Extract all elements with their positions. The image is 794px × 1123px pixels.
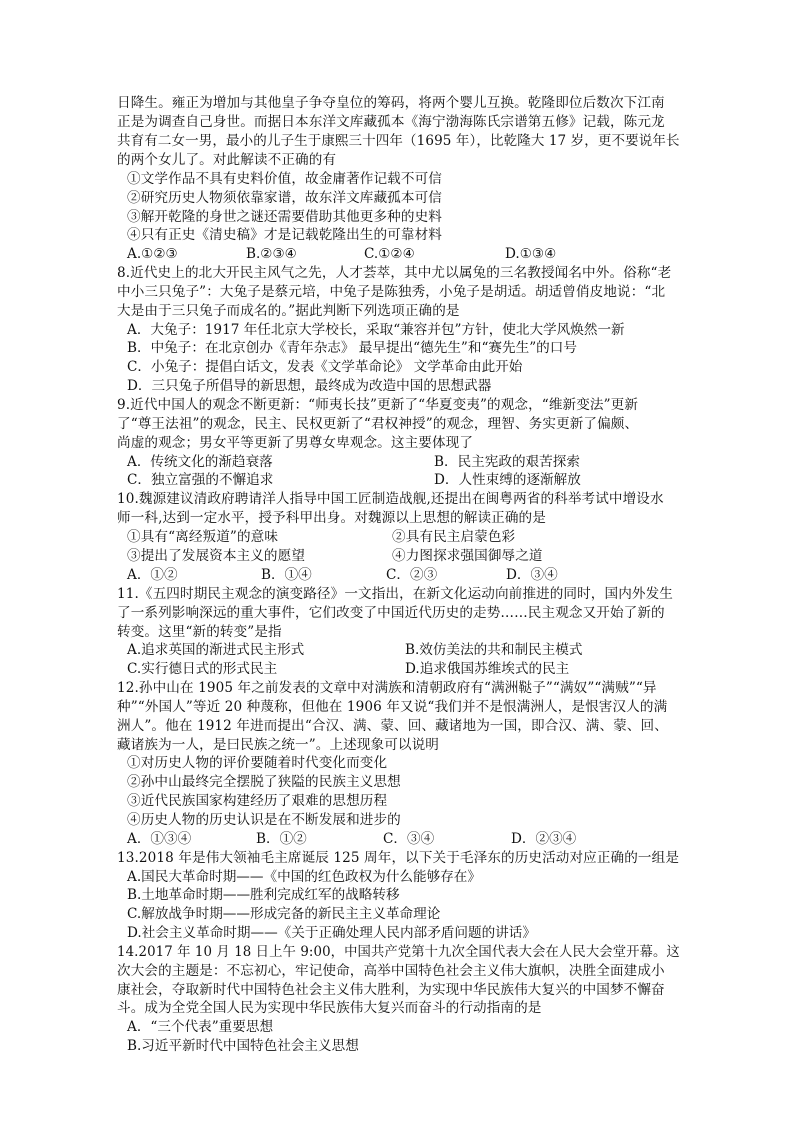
q14-line: 斗。成为全党全国人民为实现中华民族伟大复兴而奋斗的行动指南的是 bbox=[117, 1000, 542, 1016]
q8-option-d: D．三只兔子所倡导的新思想，最终成为改造中国的思想武器 bbox=[127, 378, 492, 394]
q10-option-c: C．②③ bbox=[386, 567, 438, 583]
q12-line: 藏诸族为一人，是曰民族之统一”。上述现象可以说明 bbox=[117, 737, 440, 753]
q12-item: ①对历史人物的评价要随着时代变化而变化 bbox=[127, 755, 388, 771]
q12-line: 12.孙中山在 1905 年之前发表的文章中对满族和清朝政府有“满洲鞑子”“满奴”“满贼”“异 bbox=[117, 680, 657, 696]
q14-line: 14.2017 年 10 月 18 日上午 9:00，中国共产党第十九次全国代表大会在人民大会堂开幕。这 bbox=[117, 944, 680, 960]
q11-option-d: D.追求俄国苏维埃式的民主 bbox=[405, 661, 570, 677]
q14-option-a: A．“三个代表”重要思想 bbox=[127, 1019, 274, 1035]
q8-line: 大是由于三只兔子而成名的。”据此判断下列选项正确的是 bbox=[117, 303, 460, 319]
q7-option-a: A.①②③ bbox=[127, 246, 178, 262]
q7-item: ④只有正史《清史稿》才是记载乾隆出生的可靠材料 bbox=[127, 227, 442, 243]
q10-option-a: A．①② bbox=[127, 567, 178, 583]
q13-option-d: D.社会主义革命时期——《关于正确处理人民内部矛盾问题的讲话》 bbox=[127, 925, 536, 941]
q12-item: ③近代民族国家构建经历了艰难的思想历程 bbox=[127, 793, 388, 809]
q10-item: ①具有“离经叛道”的意味 bbox=[127, 529, 279, 545]
q13-option-c: C.解放战争时期——形成完备的新民主主义革命理论 bbox=[127, 906, 441, 922]
q12-option-c: C．③④ bbox=[383, 831, 435, 847]
q7-option-b: B.②③④ bbox=[246, 246, 297, 262]
q12-line: 种”“外国人”等近 20 种蔑称，但他在 1906 年又说“我们并不是恨满洲人，是恨害汉人的满 bbox=[117, 699, 668, 715]
q14-option-b: B.习近平新时代中国特色社会主义思想 bbox=[127, 1038, 359, 1054]
q12-item: ④历史人物的历史认识是在不断发展和进步的 bbox=[127, 812, 401, 828]
q7-line: 日降生。雍正为增加与其他皇子争夺皇位的筹码，将两个婴儿互换。乾隆即位后数次下江南 bbox=[117, 95, 665, 111]
q13-option-a: A.国民大革命时期——《中国的红色政权为什么能够存在》 bbox=[127, 869, 481, 885]
q14-line: 次大会的主题是：不忘初心，牢记使命，高举中国特色社会主义伟大旗帜，决胜全面建成小 bbox=[117, 963, 665, 979]
q8-option-c: C．小兔子：提倡白话文，发表《文学革命论》 文学革命由此开始 bbox=[127, 359, 523, 375]
q7-line: 正是为调查自己身世。而据日本东洋文库藏孤本《海宁渤海陈氏宗谱第五修》记载，陈元龙 bbox=[117, 114, 665, 130]
q9-option-c: C．独立富强的不懈追求 bbox=[127, 472, 274, 488]
q11-option-b: B.效仿美法的共和制民主模式 bbox=[405, 642, 583, 658]
q9-option-b: B．民主宪政的艰苦探索 bbox=[434, 454, 580, 470]
q8-line: 中小三只兔子”：大兔子是蔡元培，中兔子是陈独秀，小兔子是胡适。胡适曾俏皮地说：“北 bbox=[117, 284, 666, 300]
q7-item: ③解开乾隆的身世之谜还需要借助其他更多种的史料 bbox=[127, 209, 442, 225]
q9-option-d: D．人性束缚的逐渐解放 bbox=[434, 472, 581, 488]
q8-line: 8.近代史上的北大开民主风气之先，人才荟萃，其中尤以属兔的三名教授闻名中外。俗称“老 bbox=[117, 265, 672, 281]
q9-line: 9.近代中国人的观念不断更新：“师夷长技”更新了“华夏变夷”的观念，“维新变法”更新 bbox=[117, 397, 639, 413]
q12-item: ②孙中山最终完全摆脱了狭隘的民族主义思想 bbox=[127, 774, 401, 790]
q12-option-b: B．①② bbox=[256, 831, 307, 847]
q8-option-a: A．大兔子：1917 年任北京大学校长，采取“兼容并包”方针，使北大学风焕然一新 bbox=[127, 322, 625, 338]
q9-line: 了“尊王法祖”的观念，民主、民权更新了“君权神授”的观念，理智、务实更新了偏颇、 bbox=[117, 416, 639, 432]
q11-line: 11.《五四时期民主观念的演变路径》一文指出，在新文化运动向前推进的同时，国内外发生 bbox=[117, 586, 673, 602]
q10-option-b: B．①④ bbox=[261, 567, 312, 583]
q11-line: 了一系列影响深远的重大事件，它们改变了中国近代历史的走势……民主观念又开始了新的 bbox=[117, 605, 665, 621]
q11-option-a: A.追求英国的渐进式民主形式 bbox=[127, 642, 305, 658]
q10-line: 10.魏源建议清政府聘请洋人指导中国工匠制造战舰,还提出在闽粤两省的科举考试中增设水 bbox=[117, 491, 664, 507]
q8-option-b: B．中兔子：在北京创办《青年杂志》 最早提出“德先生”和“赛先生”的口号 bbox=[127, 340, 577, 356]
q10-item: ③提出了发展资本主义的愿望 bbox=[127, 548, 306, 564]
q7-line: 共育有二女一男，最小的儿子生于康熙三十四年（1695 年），比乾隆大 17 岁，更不要说年长 bbox=[117, 133, 680, 149]
q10-item: ④力图探求强国御辱之道 bbox=[392, 548, 543, 564]
q11-option-c: C.实行德日式的形式民主 bbox=[127, 661, 278, 677]
q10-item: ②具有民主启蒙色彩 bbox=[392, 529, 516, 545]
q12-option-d: D．②③④ bbox=[511, 831, 577, 847]
q7-line: 的两个女儿了。对此解读不正确的有 bbox=[117, 152, 337, 168]
q7-item: ①文学作品不具有史料价值，故金庸著作记载不可信 bbox=[127, 171, 442, 187]
q7-item: ②研究历史人物须依靠家谱，故东洋文库藏孤本可信 bbox=[127, 190, 442, 206]
q10-option-d: D．③④ bbox=[506, 567, 558, 583]
q12-line: 洲人”。他在 1912 年进而提出“合汉、满、蒙、回、藏诸地为一国，即合汉、满、蒙、回、 bbox=[117, 718, 668, 734]
q11-line: 转变。这里“新的转变”是指 bbox=[117, 624, 282, 640]
q7-option-d: D.①③④ bbox=[505, 246, 557, 262]
q9-option-a: A．传统文化的渐趋衰落 bbox=[127, 454, 273, 470]
q13-option-b: B.土地革命时期——胜利完成红军的战略转移 bbox=[127, 887, 400, 903]
q13-line: 13.2018 年是伟大领袖毛主席诞辰 125 周年，以下关于毛泽东的历史活动对应正确的一组是 bbox=[117, 850, 680, 866]
q12-option-a: A．①③④ bbox=[127, 831, 192, 847]
q14-line: 康社会，夺取新时代中国特色社会主义伟大胜利，为实现中华民族伟大复兴的中国梦不懈奋 bbox=[117, 982, 665, 998]
q10-line: 师一科,达到一定水平，授予科甲出身。对魏源以上思想的解读正确的是 bbox=[117, 510, 546, 526]
q9-line: 尚虚的观念；男女平等更新了男尊女卑观念。这主要体现了 bbox=[117, 435, 474, 451]
q7-option-c: C.①②④ bbox=[364, 246, 415, 262]
